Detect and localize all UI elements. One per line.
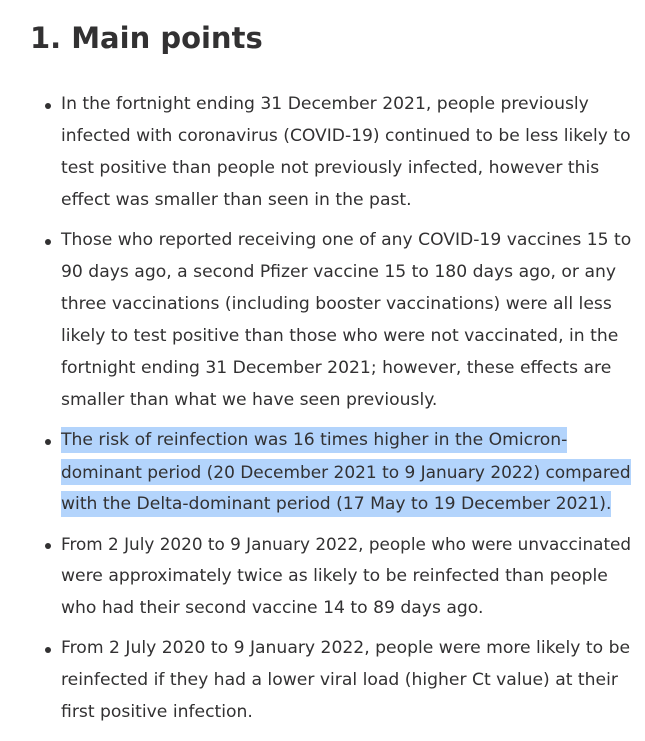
list-item-line: reinfected if they had a lower viral load (higher Ct value) at their — [61, 670, 618, 690]
list-item-line: were approximately twice as likely to be reinfected than people — [61, 566, 608, 586]
selected-text-line: with the Delta-dominant period (17 May to 19 December 2021). — [61, 488, 645, 520]
list-item-line: In the fortnight ending 31 December 2021, people previously — [61, 94, 589, 114]
list-item-line: fortnight ending 31 December 2021; however, these effects are — [61, 358, 612, 378]
list-item-highlighted — [0, 424, 645, 520]
list-item-line: likely to test positive than those who were not vaccinated, in the — [61, 326, 619, 346]
list-item-line: infected with coronavirus (COVID-19) continued to be less likely to — [61, 126, 631, 146]
selected-text-line: The risk of reinfection was 16 times higher in the Omicron- — [61, 424, 645, 456]
section-number: 1. — [30, 21, 62, 55]
list-item — [0, 224, 645, 416]
list-item-line: smaller than what we have seen previously. — [61, 390, 438, 410]
main-points-list — [0, 88, 645, 736]
section-title: Main points — [71, 21, 263, 55]
list-item-line: who had their second vaccine 14 to 89 days ago. — [61, 598, 484, 618]
list-item-line: From 2 July 2020 to 9 January 2022, people who were unvaccinated — [61, 534, 632, 554]
list-item-line: 90 days ago, a second Pfizer vaccine 15 to 180 days ago, or any — [61, 262, 617, 282]
list-item-line: effect was smaller than seen in the past. — [61, 190, 412, 210]
list-item-line: three vaccinations (including booster vaccinations) were all less — [61, 294, 612, 314]
list-item-line: From 2 July 2020 to 9 January 2022, people were more likely to be — [61, 638, 631, 658]
list-item-line: test positive than people not previously infected, however this — [61, 158, 600, 178]
selected-text-line: dominant period (20 December 2021 to 9 January 2022) compared — [61, 456, 645, 488]
bullet-icon — [45, 103, 51, 109]
list-item — [0, 632, 645, 728]
bullet-icon — [45, 543, 51, 549]
list-item-line: Those who reported receiving one of any COVID-19 vaccines 15 to — [61, 230, 632, 250]
list-item-line: first positive infection. — [61, 702, 253, 722]
list-item — [0, 88, 645, 216]
bullet-icon — [45, 439, 51, 445]
section-heading — [30, 18, 263, 58]
bullet-icon — [45, 647, 51, 653]
list-item — [0, 528, 645, 624]
bullet-icon — [45, 239, 51, 245]
